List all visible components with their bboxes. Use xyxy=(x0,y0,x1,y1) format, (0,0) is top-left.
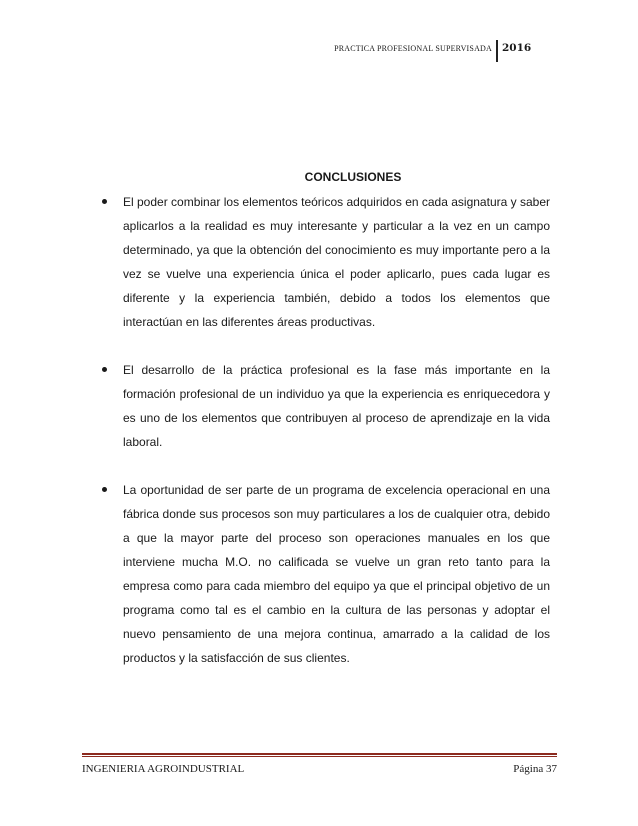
page-footer xyxy=(82,753,557,775)
page-header xyxy=(0,40,638,62)
bullet-text: El desarrollo de la práctica profesional es la fase más importante en la formación profesional de un individuo ya que la experiencia es enriquecedora y es uno de los elementos que contribuyen al proceso de aprendizaje en la vida laboral. xyxy=(123,363,550,449)
bullet-text: El poder combinar los elementos teóricos adquiridos en cada asignatura y saber aplicarlos a la realidad es muy interesante y particular a la vez en un campo determinado, ya que la obtención del conocimiento es muy importante pero a la vez se vuelve una experiencia única el poder aplicarlo, pues cada lugar es diferente y la experiencia también, debido a todos los elementos que interactúan en las diferentes áreas productivas. xyxy=(123,195,550,329)
bullet-text: La oportunidad de ser parte de un programa de excelencia operacional en una fábrica donde sus procesos son muy particulares a los de cualquier otra, debido a que la mayor parte del proceso son operaciones manuales en los que interviene mucha M.O. no calificada se vuelve un gran reto tanto para la empresa como para cada miembro del equipo ya que el principal objetivo de un programa como tal es el cambio en la cultura de las personas y adoptar el nuevo pensamiento de una mejora continua, amarrado a la calidad de los productos y la satisfacción de sus clientes. xyxy=(123,483,550,665)
list-item xyxy=(96,190,550,334)
header-divider xyxy=(496,40,498,62)
bullet-icon xyxy=(102,199,107,204)
conclusions-list xyxy=(96,190,550,670)
page-number: Página 37 xyxy=(513,763,557,775)
document-body xyxy=(96,170,550,694)
section-title: CONCLUSIONES xyxy=(304,170,402,184)
footer-rule xyxy=(82,753,557,757)
bullet-icon xyxy=(102,487,107,492)
bullet-icon xyxy=(102,367,107,372)
list-item xyxy=(96,478,550,670)
header-title: PRACTICA PROFESIONAL SUPERVISADA xyxy=(334,44,492,53)
list-item xyxy=(96,358,550,454)
header-year: 2016 xyxy=(502,42,532,54)
footer-department: INGENIERIA AGROINDUSTRIAL xyxy=(82,763,245,775)
